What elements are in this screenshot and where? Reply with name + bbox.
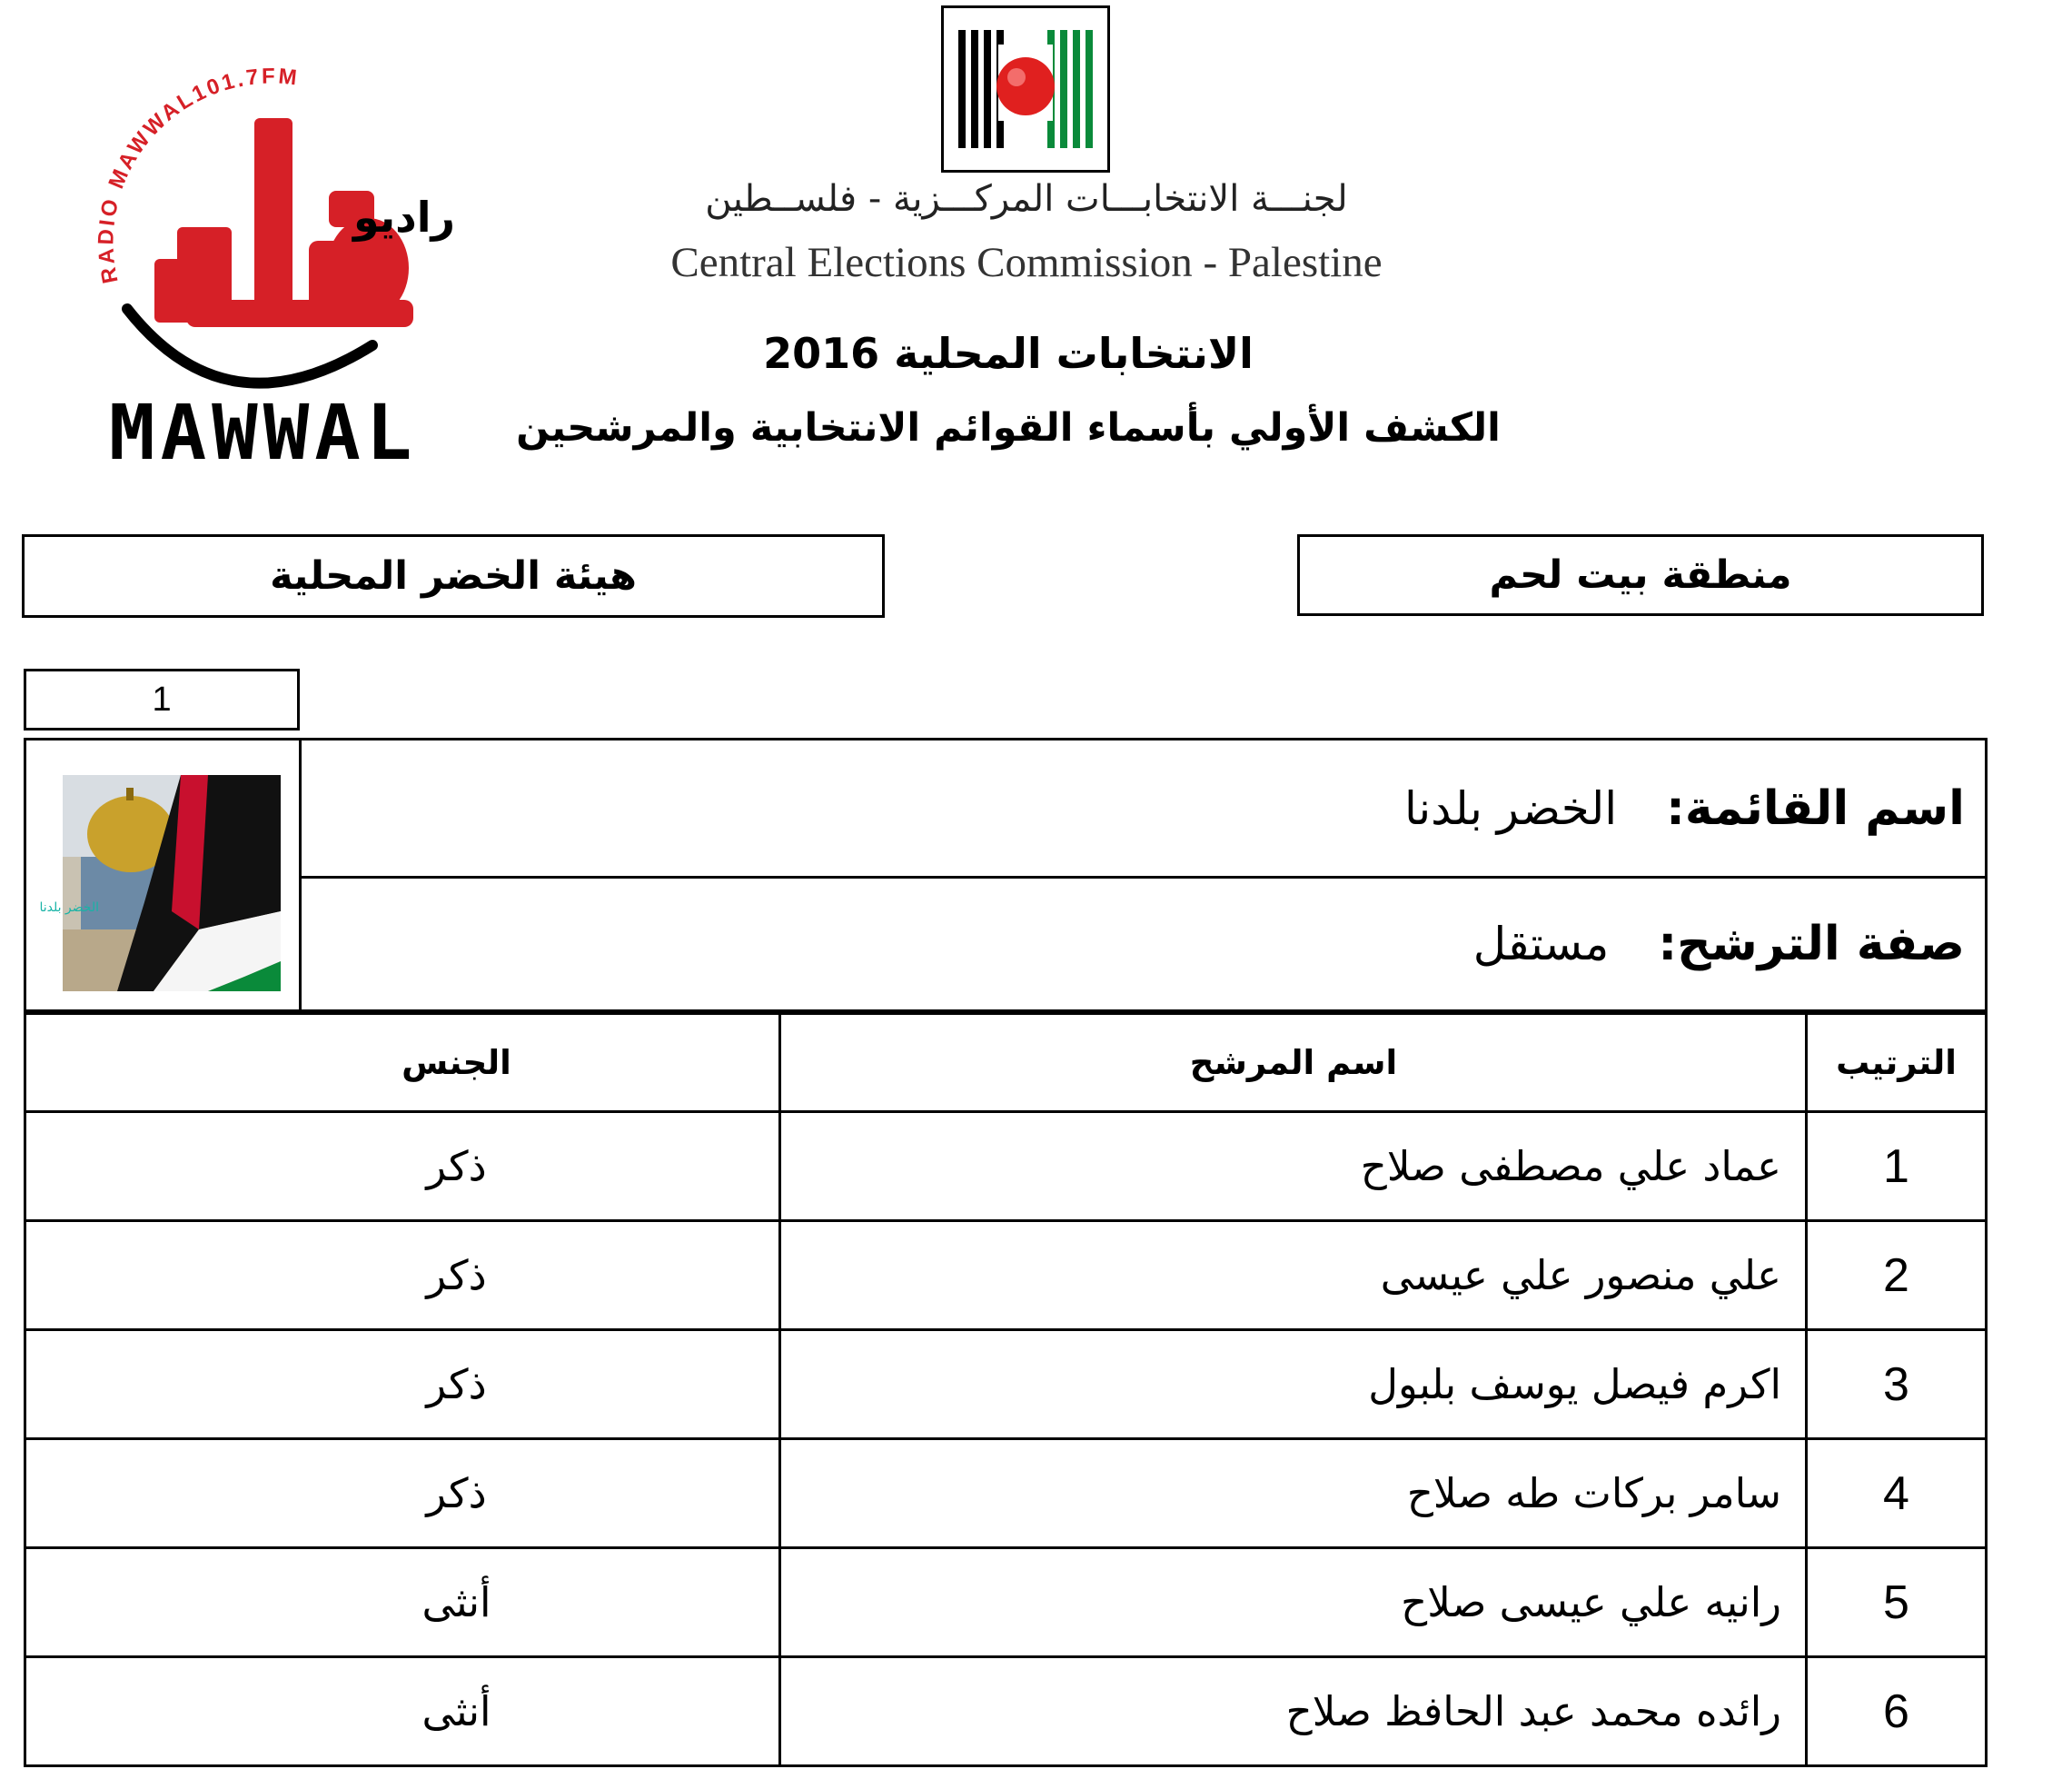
- cell-gender: ذكر: [25, 1439, 780, 1548]
- table-row: [25, 1657, 1987, 1766]
- cell-name: عماد علي مصطفى صلاح: [780, 1112, 1807, 1221]
- cell-name: سامر بركات طه صلاح: [780, 1439, 1807, 1548]
- cell-rank: 1: [1807, 1112, 1987, 1221]
- cell-rank: 3: [1807, 1330, 1987, 1439]
- cell-rank: 4: [1807, 1439, 1987, 1548]
- header-rank: الترتيب: [1807, 1014, 1987, 1112]
- list-name-value: الخضر بلدنا: [1404, 781, 1618, 835]
- logo-word-radio: راديو: [353, 193, 455, 242]
- candidacy-row: [302, 879, 1985, 1009]
- header-name: اسم المرشح: [780, 1014, 1807, 1112]
- table-row: [25, 1112, 1987, 1221]
- cec-emblem-logo: [941, 5, 1110, 173]
- list-name-label: اسم القائمة:: [1666, 780, 1965, 836]
- cell-rank: 5: [1807, 1548, 1987, 1657]
- cell-name: اكرم فيصل يوسف بلبول: [780, 1330, 1807, 1439]
- list-photo-cell: [26, 740, 302, 1009]
- radio-mawwal-logo: [91, 55, 509, 472]
- region-box: [1297, 534, 1984, 616]
- list-name-row: [302, 740, 1985, 879]
- header-gender: الجنس: [25, 1014, 780, 1112]
- region-name: منطقة بيت لحم: [1489, 552, 1792, 598]
- cell-gender: ذكر: [25, 1112, 780, 1221]
- document-subtitle: الكشف الأولي بأسماء القوائم الانتخابية والمرشحين: [516, 405, 1501, 451]
- list-info-block: [24, 738, 1988, 1012]
- cell-gender: ذكر: [25, 1330, 780, 1439]
- photo-caption: الخضر بلدنا: [39, 900, 99, 915]
- cell-name: علي منصور علي عيسى: [780, 1221, 1807, 1330]
- cell-gender: أنثى: [25, 1548, 780, 1657]
- candidacy-label: صفة الترشح:: [1658, 917, 1965, 971]
- list-number-box: [24, 669, 300, 730]
- table-row: [25, 1548, 1987, 1657]
- table-header-row: [25, 1014, 1987, 1112]
- cell-gender: أنثى: [25, 1657, 780, 1766]
- logo-word-mawwal: MAWWAL: [109, 388, 418, 472]
- list-number: 1: [152, 680, 172, 719]
- cell-rank: 2: [1807, 1221, 1987, 1330]
- logo-ring-text: RADIO MAWWAL101.7FM: [94, 64, 301, 286]
- local-authority-name: هيئة الخضر المحلية: [270, 553, 637, 599]
- cell-rank: 6: [1807, 1657, 1987, 1766]
- cell-name: رانيه علي عيسى صلاح: [780, 1548, 1807, 1657]
- table-row: [25, 1221, 1987, 1330]
- cell-gender: ذكر: [25, 1221, 780, 1330]
- table-row: [25, 1439, 1987, 1548]
- commission-name-arabic: لجنـــة الانتخابـــات المركـــزية - فلســطين: [705, 178, 1348, 220]
- candidacy-value: مستقل: [1472, 918, 1610, 970]
- list-photo-image: [39, 775, 281, 991]
- local-authority-box: [22, 534, 885, 618]
- cell-name: رائده محمد عبد الحافظ صلاح: [780, 1657, 1807, 1766]
- document-title: الانتخابات المحلية 2016: [763, 329, 1254, 378]
- table-row: [25, 1330, 1987, 1439]
- candidates-table: [24, 1012, 1988, 1767]
- commission-name-english: Central Elections Commission - Palestine: [670, 239, 1383, 286]
